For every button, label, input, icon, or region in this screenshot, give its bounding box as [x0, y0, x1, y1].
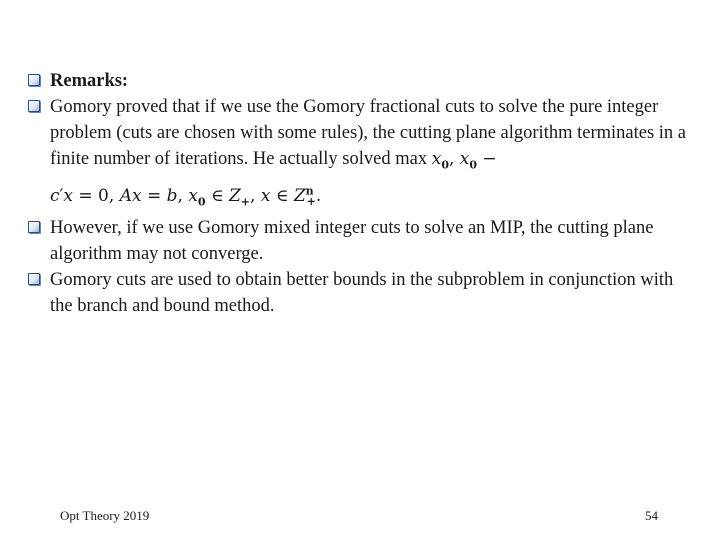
remarks-heading: Remarks: [50, 71, 129, 91]
checkbox-bullet-icon [28, 273, 40, 285]
bullet-text: Gomory cuts are used to obtain better bounds in the subproblem in conjunction with the branch and bound method. [50, 270, 674, 317]
checkbox-bullet-icon [28, 221, 40, 233]
checkbox-bullet-icon [28, 100, 40, 112]
footer-course-label: Opt Theory 2019 [60, 508, 150, 523]
footer-page-number: 54 [645, 508, 658, 523]
math-expression: $x_0$, $x_0$ − c′x = 0, Ax = b, $x_0$ ∈ $Z_+$, x ∈ $Z^n_+$. [50, 149, 497, 209]
bullet-text: However, if we use Gomory mixed integer cuts to solve an MIP, the cutting plane algorithm may not converge. [50, 218, 654, 265]
bullet-text: Gomory proved that if we use the Gomory fractional cuts to solve the pure integer problem (cuts are chosen with some rules), the cutting plane algorithm terminates in a finite number of iterations. He actually solved max [50, 97, 687, 169]
bullet-remarks [28, 68, 698, 94]
bullet-gomory-cuts [28, 267, 698, 319]
bullet-gomory-proved [28, 94, 698, 215]
bullet-however [28, 215, 698, 267]
checkbox-bullet-icon [28, 74, 40, 86]
bullet-list [28, 68, 698, 319]
